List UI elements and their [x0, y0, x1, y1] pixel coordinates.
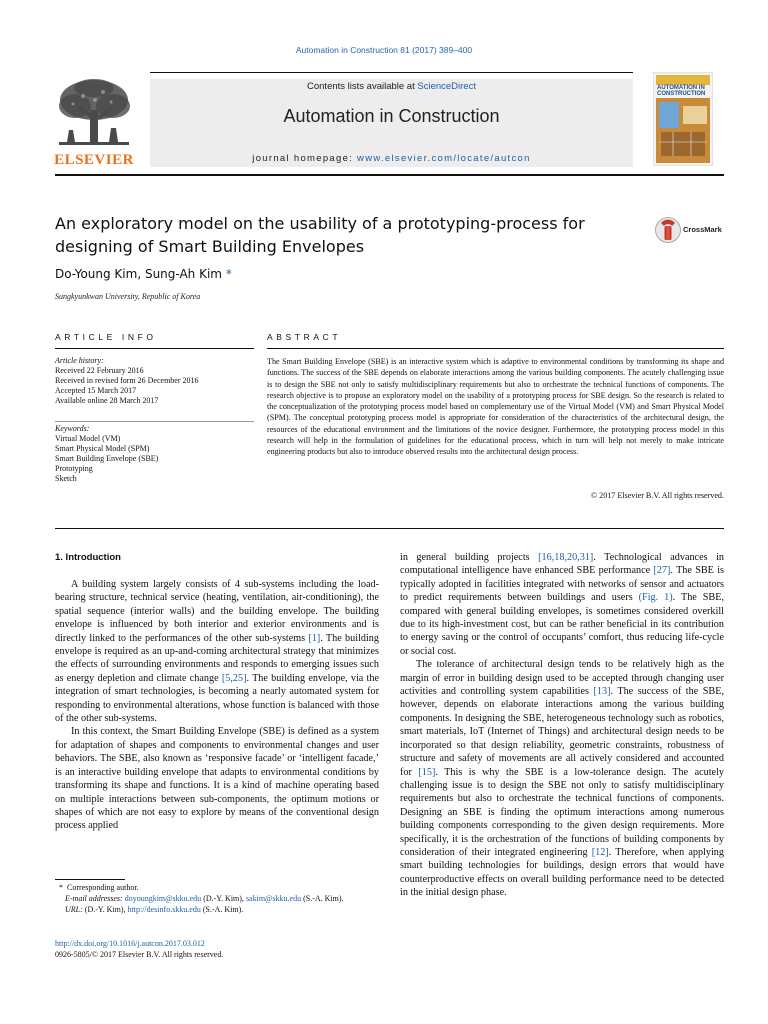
abstract-heading: ABSTRACT	[267, 332, 342, 342]
article-info-heading: ARTICLE INFO	[55, 332, 157, 342]
email-link[interactable]: sakim@skku.edu	[245, 894, 302, 903]
article-title	[55, 212, 615, 258]
issn-copyright: 0926-5805/© 2017 Elsevier B.V. All rights reserved.	[55, 950, 224, 959]
keywords	[55, 424, 254, 484]
corresponding-author-marker[interactable]: *	[222, 267, 232, 281]
abstract-copyright: © 2017 Elsevier B.V. All rights reserved.	[590, 491, 724, 500]
text-run: (S.-A. Kim).	[301, 894, 344, 903]
url-label: URL:	[65, 905, 83, 914]
article-info-rule	[55, 348, 254, 349]
footnote-rule	[55, 879, 125, 880]
citation-link[interactable]: [13]	[593, 686, 611, 698]
history-item: Accepted 15 March 2017	[55, 386, 137, 395]
text-run: A building system largely consists of 4 sub-systems including the load-bearing structure, technical service (heating, ventilation, air-conditioning), the spatial sequence (interior walls) and the building envelope. The building envelope is influenced by both interior and exterior environments and is directly linked to the performances of the other sub-systems	[55, 579, 379, 644]
text-run: . The SBE is typically adopted in facilities integrated with networks of sensor and actuators to predict requirements between buildings and users	[400, 565, 724, 604]
author-list	[55, 267, 232, 281]
footnote-marker: *	[59, 883, 63, 892]
history-label: Article history:	[55, 356, 104, 365]
keyword-item: Virtual Model (VM)	[55, 434, 121, 443]
text-run: . The building envelope is required as an up-and-coming architectural strategy that minimizes the effects of surrounding environments and responds to emerging issues such as energy depletion and climate change	[55, 632, 379, 684]
paragraph	[400, 658, 724, 899]
tree-logo-icon	[53, 78, 135, 152]
keywords-rule	[55, 421, 254, 422]
abstract-rule	[267, 348, 724, 349]
text-run: . Technological advances in computational intelligence have enhanced SBE performance	[400, 552, 724, 577]
header-top-rule	[150, 72, 633, 73]
homepage-prefix: journal homepage:	[252, 153, 358, 164]
elsevier-wordmark: ELSEVIER	[54, 152, 134, 168]
corresponding-author-footnote	[55, 882, 385, 915]
body-column-right	[400, 551, 724, 900]
footnote-emails	[55, 893, 385, 904]
article-title-line1: An exploratory model on the usability of a prototyping-process for	[55, 214, 585, 233]
journal-citation[interactable]: Automation in Construction 81 (2017) 389–400	[295, 45, 473, 55]
doi-link[interactable]: http://dx.doi.org/10.1016/j.autcon.2017.03.012	[55, 939, 205, 948]
sciencedirect-link[interactable]: ScienceDirect	[417, 81, 476, 92]
text-run: . The SBE, compared with general building envelopes, is sometimes considered overkill due to its high-investment cost, but can be rather beneficial in its contribution to energy saving or the control of occupants’ comfort, thus reducing life-cycle or social cost.	[400, 592, 725, 657]
keyword-item: Prototyping	[55, 464, 93, 473]
author-affiliation: Sungkyunkwan University, Republic of Korea	[55, 292, 201, 301]
citation-link[interactable]: [15]	[418, 766, 436, 778]
cover-title-line2: CONSTRUCTION	[657, 91, 706, 98]
journal-homepage-line	[150, 153, 633, 164]
history-item: Received 22 February 2016	[55, 366, 144, 375]
article-title-line2: designing of Smart Building Envelopes	[55, 237, 365, 256]
url-link[interactable]: http://desinfo.skku.edu	[127, 905, 201, 914]
body-top-rule	[55, 528, 724, 529]
citation-link[interactable]: [27]	[653, 565, 671, 577]
text-run: . Therefore, when applying smart building technologies for buildings, design errors that would have counterproductive effects on overall building performance need to be detected in the initial design phase.	[400, 846, 724, 899]
text-run: (D.-Y. Kim),	[82, 905, 128, 914]
journal-homepage-link[interactable]: www.elsevier.com/locate/autcon	[357, 153, 531, 164]
abstract-text: The Smart Building Envelope (SBE) is an interactive system which is adaptive to environmental conditions by transforming its shape and functions. The success of the SBE depends on elaborate interactions among the various building components. The acutely challenging issue is to design the SBE not only to satisfy multidisciplinary requirements but also to orchestrate the technical functions of components. The research objective is to propose an exploratory model on the usability of a prototyping process for SBE design. So the research is related to the conceptualization of the prototyping process model based on complementary use of the Virtual Model (VM) and Smart Physical Model (SPM). The conceptual prototyping process model is appropriate for consideration of the characteristics of the architectural design, the resources of the educational environment and the limitations of the novice designer. Furthermore, the prototyping process model in this research will help in the formulation of guidelines for the educational process, which in turn will help not merely to make intricate engineering products but also to introduce observed results into the architectural design process.	[267, 357, 724, 457]
history-item: Received in revised form 26 December 2016	[55, 376, 199, 385]
text-run: (D.-Y. Kim),	[201, 894, 246, 903]
citation-link[interactable]: [16,18,20,31]	[538, 552, 594, 563]
text-run: . This is why the SBE is a low-tolerance design. The acutely challenging issue is to design the SBE not only to satisfy multidisciplinary requirements but also to orchestrate the technical functions of components. Designing an SBE is finding the optimum interactions among numerous building components corresponding to the given design requirements. More specifically, it is the orchestration of the functions of building components by consideration of their integrated engineering	[400, 766, 724, 858]
keywords-label: Keywords:	[55, 424, 90, 433]
text-run: . The building envelope, via the integration of smart technologies, is becoming a nearly automated system for responding to environmental alterations, whose function is balanced with those of the other sub-systems.	[55, 672, 380, 725]
paragraph	[55, 578, 379, 725]
text-run: . The success of the SBE, however, depends on elaborate interactions among the various building components. In designing the SBE, heterogeneous technology such as robotics, smart materials, IoT (Internet of Things) and architectural design needs to be incorporated so that design reliability, geometric constraints, robustness of structure and safety of movements are all actively considered and accounted for	[400, 686, 724, 778]
contents-prefix: Contents lists available at	[307, 81, 418, 92]
header-bottom-rule	[55, 174, 724, 176]
author-names: Do-Young Kim, Sung-Ah Kim	[55, 267, 222, 281]
section-heading-introduction: 1. Introduction	[55, 552, 121, 563]
text-run: (S.-A. Kim).	[200, 905, 244, 914]
cover-title	[657, 85, 711, 98]
email-link[interactable]: doyoungkim@skku.edu	[124, 894, 202, 903]
crossmark-icon	[655, 216, 681, 244]
text-run: The tolerance of architectural design tends to be relatively high as the margin of error in building design used to be accepted through changing user activities and controlling system capabilities	[400, 659, 724, 698]
citation-link[interactable]: [1]	[308, 632, 321, 644]
journal-cover-thumbnail[interactable]	[653, 72, 713, 166]
footnote-corresponding: Corresponding author.	[67, 883, 139, 892]
citation-link[interactable]: [12]	[591, 846, 609, 858]
keyword-item: Smart Physical Model (SPM)	[55, 444, 150, 453]
email-label: E-mail addresses:	[65, 894, 123, 903]
footnote-url	[55, 904, 385, 915]
cover-title-line1: AUTOMATION IN	[657, 85, 705, 91]
keyword-item: Sketch	[55, 474, 77, 483]
history-item: Available online 28 March 2017	[55, 396, 159, 405]
keyword-item: Smart Building Envelope (SBE)	[55, 454, 159, 463]
paragraph	[400, 551, 724, 658]
contents-available-line	[150, 81, 633, 92]
crossmark-label[interactable]: CrossMark	[683, 225, 722, 234]
body-column-left	[55, 578, 379, 833]
citation-link[interactable]: [5,25]	[221, 672, 247, 684]
paragraph: In this context, the Smart Building Envelope (SBE) is defined as a system for adaptation of shapes and components to environmental changes and user behaviors. The SBE, also known as ‘responsive facade’ or ‘intelligent facade,’ is an interactive building envelope that adapts to environmental conditions by transforming its shape and functions. It is a kind of machine operating based on multiple interactions between sub-components, the optimum motions or shapes of which are not easy to explore by means of the conventional design process applied	[55, 726, 379, 832]
article-history	[55, 356, 254, 406]
journal-title: Automation in Construction	[283, 106, 500, 126]
figure-link[interactable]: (Fig. 1)	[638, 592, 673, 604]
footnote-line	[55, 882, 385, 893]
text-run: in general building projects	[400, 552, 539, 563]
